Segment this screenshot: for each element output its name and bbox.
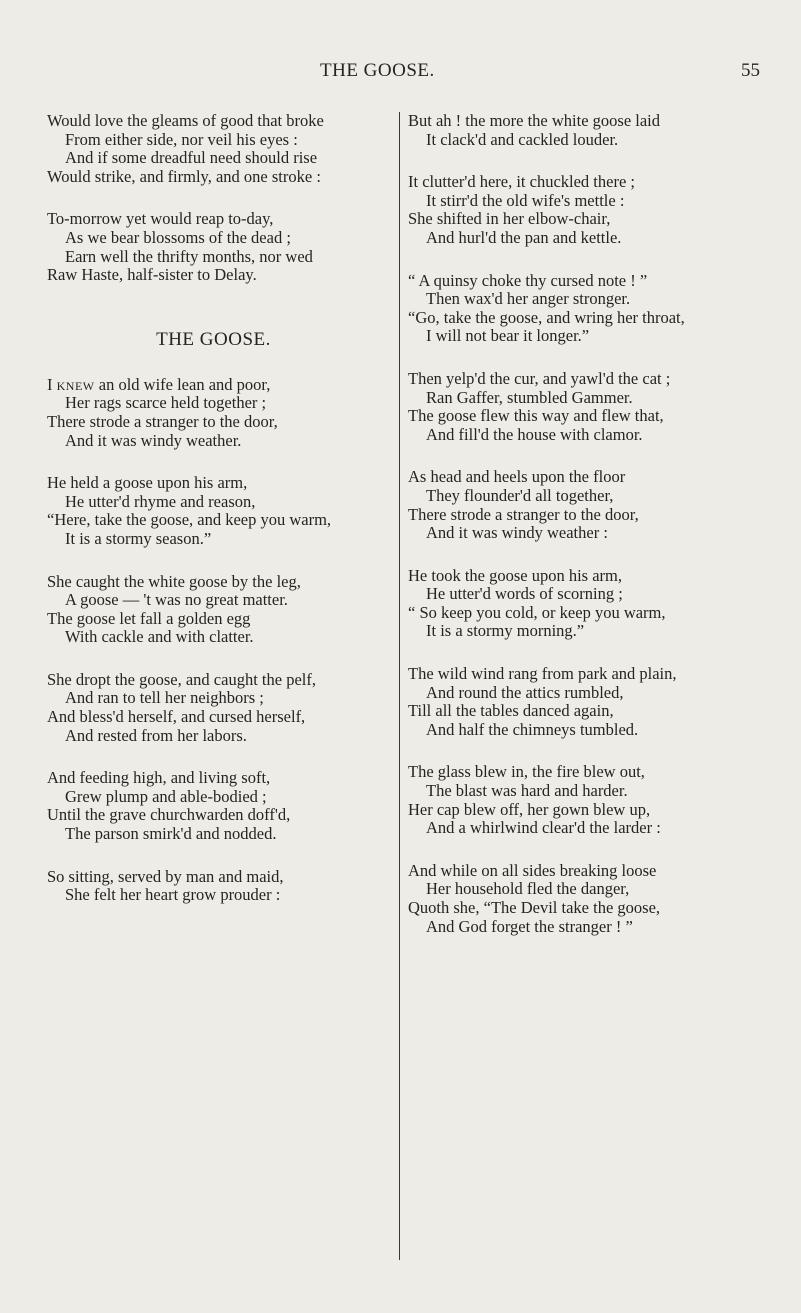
poem-line: It clack'd and cackled louder. <box>426 129 619 149</box>
poem-line: Her household fled the danger, <box>426 879 630 899</box>
poem-line: It is a stormy season.” <box>65 528 212 548</box>
poem-line: And a whirlwind clear'd the larder : <box>426 818 661 838</box>
poem-line: And rested from her labors. <box>65 725 247 745</box>
stanza <box>408 468 788 542</box>
stanza <box>408 173 788 247</box>
stanza <box>47 376 392 450</box>
poem-line: Her cap blew off, her gown blew up, <box>408 799 651 819</box>
poem-line: From either side, nor veil his eyes : <box>65 129 298 149</box>
poem-line: And if some dreadful need should rise <box>65 148 318 168</box>
stanza <box>47 671 392 745</box>
poem-line: And it was windy weather : <box>426 523 608 543</box>
stanza <box>408 862 788 936</box>
poem-line: Ran Gaffer, stumbled Gammer. <box>426 387 633 407</box>
poem-line: He took the goose upon his arm, <box>408 565 623 585</box>
poem-line: The glass blew in, the fire blew out, <box>408 762 645 782</box>
stanza <box>47 474 392 548</box>
stanza <box>408 763 788 837</box>
poem-line: Till all the tables danced again, <box>408 701 614 721</box>
poem-line: Would strike, and firmly, and one stroke : <box>47 166 321 186</box>
poem-line: She shifted in her elbow-chair, <box>408 209 611 229</box>
poem-line: And feeding high, and living soft, <box>47 768 271 788</box>
stanza <box>408 567 788 641</box>
stanza <box>408 665 788 739</box>
column-divider <box>399 112 400 1260</box>
poem-line: And fill'd the house with clamor. <box>426 424 643 444</box>
left-column <box>47 112 392 929</box>
poem-line: A goose — 't was no great matter. <box>65 590 288 610</box>
poem-line: Then yelp'd the cur, and yawl'd the cat ; <box>408 368 671 388</box>
first-line <box>47 376 392 395</box>
poem-line: Until the grave churchwarden doff'd, <box>47 805 291 825</box>
poem-line: Would love the gleams of good that broke <box>47 111 324 130</box>
stanza <box>408 272 788 346</box>
poem-title: THE GOOSE. <box>156 328 271 350</box>
poem-line: With cackle and with clatter. <box>65 627 254 647</box>
initial-letter: I <box>47 374 53 394</box>
poem-line: And half the chimneys tumbled. <box>426 719 639 739</box>
poem-line: The wild wind rang from park and plain, <box>408 664 677 684</box>
poem-line: “Go, take the goose, and wring her throat, <box>408 307 685 327</box>
poem-line: The goose let fall a golden egg <box>47 608 251 628</box>
poem-line: Grew plump and able-bodied ; <box>65 786 267 806</box>
poem-line: It stirr'd the old wife's mettle : <box>426 190 625 210</box>
poem-line: It clutter'd here, it chuckled there ; <box>408 172 635 192</box>
poem-line: He held a goose upon his arm, <box>47 473 248 493</box>
poem-line: So sitting, served by man and maid, <box>47 866 284 886</box>
poem-line: To-morrow yet would reap to-day, <box>47 209 274 229</box>
first-stanza-rest <box>47 394 392 450</box>
poem-line: “Here, take the goose, and keep you warm, <box>47 510 332 530</box>
left-stanzas <box>47 474 392 905</box>
stanza <box>408 112 788 149</box>
stanza <box>47 112 392 186</box>
stanza <box>47 573 392 647</box>
poem-line: As we bear blossoms of the dead ; <box>65 227 291 247</box>
poem-line: As head and heels upon the floor <box>408 467 626 487</box>
poem-line: There strode a stranger to the door, <box>408 504 639 524</box>
first-line-rest: an old wife lean and poor, <box>94 374 271 394</box>
stanza <box>47 210 392 284</box>
poem-line: She felt her heart grow prouder : <box>65 885 281 905</box>
poem-line: He utter'd rhyme and reason, <box>65 491 256 511</box>
poem-line: And hurl'd the pan and kettle. <box>426 227 622 247</box>
poem-line: Raw Haste, half-sister to Delay. <box>47 265 257 285</box>
poem-line: She dropt the goose, and caught the pelf, <box>47 669 316 689</box>
poem-line: “ A quinsy choke thy cursed note ! ” <box>408 270 648 290</box>
poem-line: Then wax'd her anger stronger. <box>426 289 631 309</box>
stanza <box>47 868 392 905</box>
running-title: THE GOOSE. <box>320 60 435 81</box>
poem-line: They flounder'd all together, <box>426 485 614 505</box>
small-caps-word: knew <box>56 374 95 394</box>
poem-line: There strode a stranger to the door, <box>47 411 278 431</box>
poem-line: And round the attics rumbled, <box>426 682 624 702</box>
poem-line: Quoth she, “The Devil take the goose, <box>408 898 661 917</box>
poem-line: And bless'd herself, and cursed herself, <box>47 707 306 727</box>
poem-line: “ So keep you cold, or keep you warm, <box>408 602 666 622</box>
poem-line: But ah ! the more the white goose laid <box>408 111 661 130</box>
prior-poem-ending <box>47 112 392 285</box>
poem-line: I will not bear it longer.” <box>426 326 590 346</box>
poem-line: The goose flew this way and flew that, <box>408 406 664 426</box>
poem-line: And ran to tell her neighbors ; <box>65 688 264 708</box>
poem-line: The blast was hard and harder. <box>426 781 628 801</box>
poem-line: Her rags scarce held together ; <box>65 393 267 413</box>
poem-line: And it was windy weather. <box>65 430 242 450</box>
stanza <box>47 769 392 843</box>
poem-line: She caught the white goose by the leg, <box>47 571 301 591</box>
poem-line: The parson smirk'd and nodded. <box>65 824 277 844</box>
page-number: 55 <box>741 60 760 81</box>
page-header <box>0 60 801 90</box>
poem-line: It is a stormy morning.” <box>426 621 585 641</box>
poem-line: And while on all sides breaking loose <box>408 860 657 880</box>
poem-line: He utter'd words of scorning ; <box>426 584 623 604</box>
right-stanzas <box>408 112 788 936</box>
poem-line: And God forget the stranger ! ” <box>426 916 633 936</box>
poem-line: Earn well the thrifty months, nor wed <box>65 246 313 266</box>
stanza <box>408 370 788 444</box>
right-column <box>408 112 788 960</box>
